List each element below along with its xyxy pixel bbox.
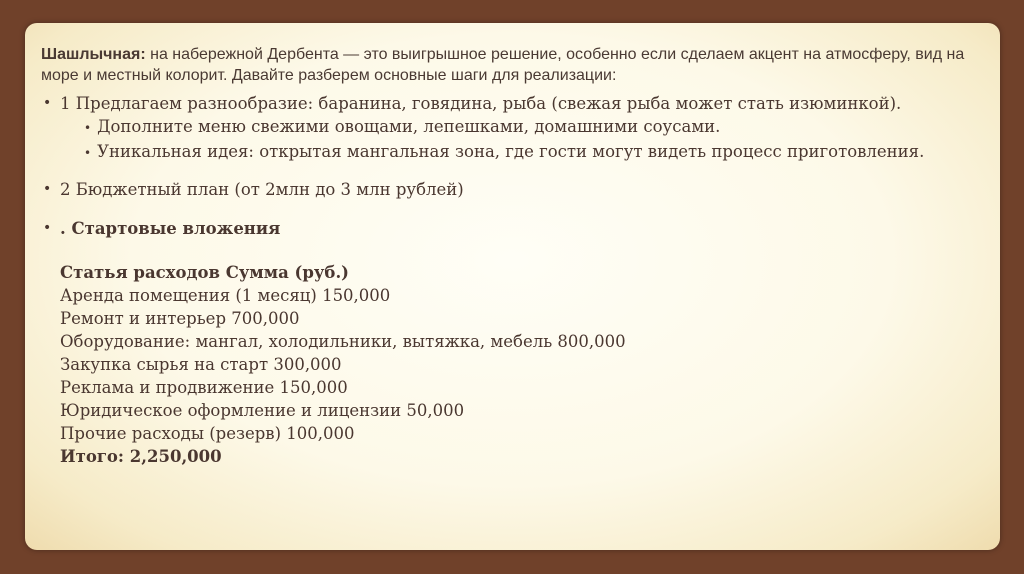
slide — [25, 23, 1000, 550]
slide-content — [41, 44, 991, 468]
intro-paragraph — [41, 44, 991, 86]
expense-row: Реклама и продвижение 150,000 — [60, 378, 348, 397]
bullet-item-startup-text: . Стартовые вложения — [60, 219, 281, 238]
bullet-item-startup — [41, 217, 991, 468]
expense-row: Аренда помещения (1 месяц) 150,000 — [60, 286, 391, 305]
expense-row: Прочие расходы (резерв) 100,000 — [60, 424, 355, 443]
intro-lead: Шашлычная: — [41, 46, 146, 63]
bullet-item-menu — [41, 92, 991, 165]
bullet-item-menu-text: 1 Предлагаем разнообразие: баранина, говядина, рыба (свежая рыба может стать изюминкой). — [60, 94, 902, 113]
expense-row: Закупка сырья на старт 300,000 — [60, 355, 342, 374]
sub-item-open-grill — [60, 140, 991, 165]
expense-table-header: Статья расходов Сумма (руб.) — [60, 263, 349, 282]
sub-bullet-icon: • — [84, 146, 92, 160]
expense-row: Юридическое оформление и лицензии 50,000 — [60, 401, 465, 420]
expense-row: Оборудование: мангал, холодильники, вытяжка, мебель 800,000 — [60, 332, 626, 351]
expense-total: Итого: 2,250,000 — [60, 447, 222, 466]
bullet-item-budget — [41, 178, 991, 201]
intro-text: на набережной Дербента — это выигрышное решение, особенно если сделаем акцент на атмосферу, вид на море и местный колорит. Давайте разберем основные шаги для реализации: — [41, 46, 965, 84]
sub-item-menu-sides-text: Дополните меню свежими овощами, лепешками, домашними соусами. — [97, 117, 721, 136]
sub-item-menu-sides — [60, 115, 991, 140]
sub-bullet-icon: • — [84, 121, 92, 135]
bullet-item-budget-text: 2 Бюджетный план (от 2млн до 3 млн рублей) — [60, 180, 464, 199]
bullet-icon: • — [43, 220, 52, 236]
expense-table — [60, 261, 991, 468]
expense-row: Ремонт и интерьер 700,000 — [60, 309, 300, 328]
sub-item-open-grill-text: Уникальная идея: открытая мангальная зона, где гости могут видеть процесс приготовления. — [97, 142, 925, 161]
bullet-icon: • — [43, 181, 52, 197]
bullet-icon: • — [43, 95, 52, 111]
